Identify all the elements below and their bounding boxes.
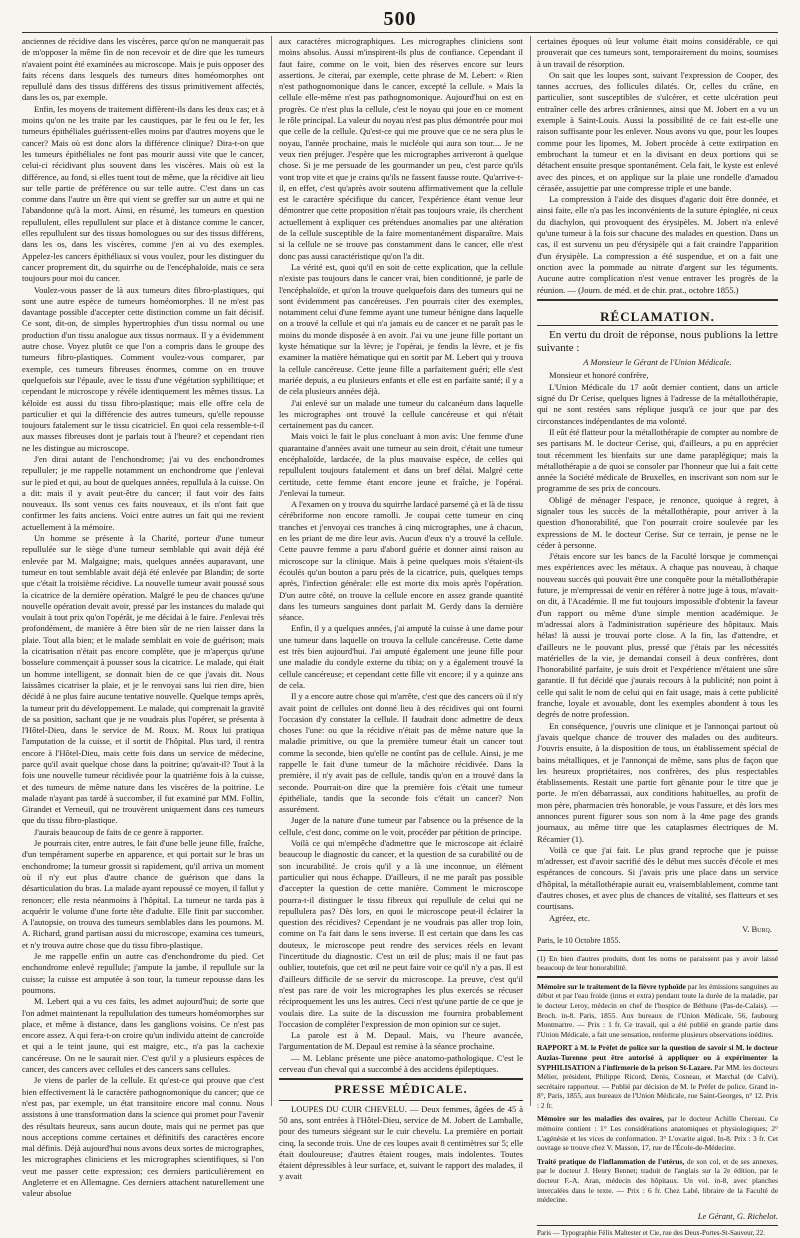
ads-rule (537, 976, 778, 978)
paragraph: Je me rappelle enfin un autre cas d'enchondrome du pied. Cet enchondrome enlevé repullule; j'ampute la jambe, il repullule sur la cuisse; la cuisse est amputée à son tour, la tumeur repousse dans les poumons. (22, 951, 264, 995)
ad-text: de son col, et de ses annexes, par le docteur J. Henry Bennet; traduit de l'anglais sur la 2e édition, par le docteur F.-A. Aran, médecin des hôpitaux. Un vol. in-8, avec planches intercalées dans le texte. — Prix : 6 fr. Chez Labé, libraire de la Faculté de médecine. (537, 1156, 778, 1205)
advertisement (537, 1157, 778, 1205)
page-number: 500 (383, 8, 417, 30)
paragraph: — M. Leblanc présente une pièce anatomo-pathologique. C'est le cerveau d'un cheval qui a succombé à des accidens épileptiques. (279, 1052, 523, 1075)
ad-title: RAPPORT à M. le Préfet de police sur la question de savoir si M. le docteur Auzias-Turenne peut être autorisé à appliquer ou à expérimenter la SYPHILISATION à l'infirmerie de la prison St-Lazare. (537, 1043, 778, 1072)
top-rule (22, 32, 778, 33)
printer-line: Paris — Typographie Félix Maltester et Cie, rue des Deux-Portes-St-Sauveur, 22. (537, 1229, 765, 1238)
paragraph: La vérité est, quoi qu'il en soit de cette explication, que la cellule n'existe pas toujours dans le cancer vrai, bien conditionné, je parle de l'encéphaloïde, et qu'on la trouve quelquefois dans des tumeurs qui ne sont évidemment pas cancéreuses. J'en pourrais citer des exemples, notamment celui d'une femme ayant une tumeur bénigne dans laquelle on a trouvé la cellule et qui n'a jamais eu de cancer et ne paraît pas le moins du monde disposée à en avoir. J'ai vu une jeune fille portant un kyste hématique sur la lèvre; je l'opérai, je fendis la lèvre, et je fis examiner la matière hématique qui en sortit par M. Lebert qui y trouva la cellule cancéreuse. Cette jeune fille a parfaitement guéri; elle s'est mariée depuis, a eu plusieurs enfants et elle est en parfaite santé; il y a de cela plusieurs années déjà. (279, 261, 523, 397)
column-2 (279, 36, 523, 1182)
column-1 (22, 36, 264, 1199)
paragraph: La compression à l'aide des disques d'agaric doit être donnée, et ainsi faite, elle n'a pas les inconvénients de la suture épinglée, ni ceux du diachylon, qui provoquent des érysipèles. M. Jobert n'a enlevé qu'une tumeur à la fois sur chacune des malades en question. Dans un cas, il est survenu un peu d'érysipèle qui a fait craindre l'apparition d'un érysipèle. La compression a été suspendue, et on a fait une onction avec la pommade au nitrate d'argent sur les téguments. Aucune autre complication n'est venue entraver les progrès de la réunion. — (Journ. de méd. et de chir. prat., octobre 1855.) (537, 194, 778, 295)
paragraph: Voilà ce que j'ai fait. Le plus grand reproche que je puisse m'adresser, est d'avoir sacrifié dès le début mes succès d'école et mes espérances de concours. Si j'avais pris une place dans un service d'hôpital, la métallothérapie aurait eu, vraisemblablement, comme tant d'autres choses, et avec plus de chances de vitalité, ses flatteurs et ses courtisans. (537, 844, 778, 912)
ad-text: par le docteur Achille Chereau. Ce mémoire contient : 1° Les considérations anatomiques et physiologiques; 2° L'agénésie et les vices de conformation. 3° L'ovarite aiguë. In-8. Prix : 3 fr. Cet ouvrage se trouve chez V. Masson, 17, rue de l'École-de-Médecine. (537, 1114, 778, 1153)
paragraph: Je viens de parler de la cellule. Et qu'est-ce qui prouve que c'est bien effectivement là le caractère pathognomonique du cancer; que ce n'est pas, par exemple, un état transitoire encore mal connu. Nous assistons à une transformation dans la science qui promet pour l'avenir des résultats heureux, sans aucun doute, mais qui ne permet pas que nous acceptions comme certaines et définitifs des caractères encore mal définis. Déjà aujourd'hui nous avons deux sortes de micrographes, les micrographes cliniciens et les micrographes scientifiques, si l'on veut me passer cette expression; ces derniers particulièrement en Angleterre et en Allemagne. Ces derniers attachent naturellement une valeur absolue (22, 1075, 264, 1199)
reclamation-heading: RÉCLAMATION. (600, 308, 715, 324)
paragraph: Juger de la nature d'une tumeur par l'absence ou la présence de la cellule, c'est donc, comme on le voit, procéder par pétition de principe. (279, 815, 523, 837)
paragraph: Mais voici le fait le plus concluant à mon avis: Une femme d'une quarantaine d'années avait une tumeur au sein droit, c'était une tumeur encéphaloïde, lardacée, de la plus mauvaise espèce, de celles qui repullulent toujours fatalement et dans un bref délai. Malgré cette certitude, cette femme étant encore jeune et fraîche, je l'opérai. J'enlevai la tumeur. (279, 431, 523, 498)
ad-text: par les émissions sanguines au début et par l'eau froide (intus et extra) pendant toute la durée de la maladie, par le docteur Leroy, médecin en chef de l'hospice de Béthune (Pas-de-Calais). — Broch. in-8. Paris, 1855. Aux bureaux de l'Union Médicale, 56, faubourg Montmartre. — Prix : 1 fr. Ce travail, qui a été publié en grande partie dans l'Union Médicale, a fait une sensation, renferme plusieurs observations inédites. (537, 981, 778, 1039)
footnote: (1) En bien d'autres produits, dont les noms ne paraissent pas y avoir laissé beaucoup de leur honorabilité. (537, 953, 778, 973)
paragraph: Il y a encore autre chose qui m'arrête, c'est que des cancers où il n'y avait point de cellules ont donné lieu à des récidives qui ont fourni l'occasion d'y constater la cellule. Il faudrait donc admettre de deux choses l'une: ou que la récidive n'était pas de même nature que la maladie primitive, ou que la première tumeur était un cancer tout comme la seconde, bien qu'elle ne contînt pas de cellule. Ainsi, je me rappelle le fait d'une tumeur de la mâchoire récidivée. Dans la première, il n'y avait pas de cellule, tandis qu'on en a trouvé dans la seconde. Pourrait-on dire que la première fois c'était une tumeur épithéliale, tandis que la seconde fois c'était un cancer? Non assurément. (279, 691, 523, 815)
paragraph: L'Union Médicale du 17 août dernier contient, dans un article signé du Dr Cerise, quelques lignes à l'adresse de la métallothérapie, qui ne sont restées sans réplique jusqu'à ce jour que par des circonstances indépendantes de ma volonté. (537, 381, 778, 426)
paragraph: Voulez-vous passer de là aux tumeurs dites fibro-plastiques, qui sont une autre espèce de tumeurs homéomorphes. Il ne m'est pas davantage possible d'accepter cette distinction comme un fait décisif. Ce sont, dit-on, de simples hypertrophies d'un tissu normal ou une production d'un tissu analogue aux tissus normaux. Il y a évidemment autre chose. Voyez plutôt ce que l'on a compris dans le groupe des tumeurs fibro-plastiques. Comment voulez-vous comparer, par exemple, ces tumeurs fibreuses énormes, comme on en trouve quelquefois sur l'épaule, avec le tissu d'une végétation syphilitique; et cependant le microscope y révèle identiquement les mêmes tissus. La kéloïde est aussi du tissu fibro-plastique; mais elle offre cela de particulier et qui la différencie des autres tumeurs, qu'elle repousse toujours fatalement sur le tissu cicatriciel. En quoi cela ressemble-t-il aux masses fibreuses dont je parlais tout à l'heure? et cependant rien ne les distingue au microscope. (22, 284, 264, 453)
paragraph: Voilà ce qui m'empêche d'admettre que le microscope ait éclairé beaucoup le diagnostic du cancer, et la question de sa curabilité ou de son incurabilité. Je crois qu'il y a là une inconnue, un élément particulier qui nous échappe. D'ailleurs, il ne me paraît pas possible d'accepter la question de cette manière. Comment le microscope pourra-t-il distinguer le tissu fibreux qui repullule de celui qui ne repullulera pas? Dès lors, en quoi le microscope peut-il éclairer la question des récidives? Cependant je ne voudrais pas aller trop loin, comme on l'a fait dans le sens inverse. Il est certain que dans les cas douteux, le microscope peut rendre des services réels en levant l'incertitude du diagnostic. C'est un œil de plus; mais il ne faut pas oublier, toutefois, que cet œil ne peut faire voir ce qu'il n'y a pas. Il est d'ailleurs difficile de se servir du microscope. La preuve, c'est qu'il n'est pas rare de voir les micrographes les plus exercés se récuser réciproquement les uns les autres. Ceci n'est qu'une partie de ce que je voulais dire. La suite de la discussion me fournira probablement l'occasion de compléter l'expression de mon opinion sur ce sujet. (279, 838, 523, 1029)
ad-title: Mémoire sur le traitement de la fièvre typhoïde (537, 981, 686, 991)
letter-date: Paris, le 10 Octobre 1855. (537, 936, 621, 946)
section-rule (279, 1100, 523, 1101)
paragraph: Je pourrais citer, entre autres, le fait d'une belle jeune fille, fraîche, d'un tempérament superbe en apparence, et qui portait sur le bras un enchondrome; la tumeur grossit si rapidement, qu'il arriva un moment où il n'y eut plus d'autre chance de guérison que dans la désarticulation du bras. La malade ayant repoussé ce moyen, il fallut y renoncer; elle resta néanmoins à l'hôpital. La tumeur ne tarda pas à acquérir le volume d'une forte tête d'adulte. Elle finit par succomber. A l'autopsie, on trouva des tumeurs semblables dans les poumons. M. A. Richard, grand partisan aussi du microscope, examina ces tumeurs, et n'y trouva autre chose que du tissu fibro-plastique. (22, 838, 264, 950)
advertisement (537, 1043, 778, 1110)
column-separator (530, 36, 531, 1106)
paragraph: J'en dirai autant de l'enchondrome; j'ai vu des enchondromes repulluler; je me rappelle notamment un enchondrome que j'enlevai sur le pied et qui, au bout de quelques années, repullula à la cuisse. On a dit: mais il y avait peut-être du cancer; il faut voir des faits nouveaux. Ils sont venus ces faits nouveaux, et ils n'ont fait que confirmer les faits anciens. Voici entre autres un fait qui me revient actuellement à la mémoire. (22, 453, 264, 532)
paragraph: La parole est à M. Depaul. Mais, vu l'heure avancée, l'argumentation de M. Depaul est remise à la séance prochaine. (279, 1030, 523, 1052)
paragraph: J'aurais beaucoup de faits de ce genre à rapporter. (34, 826, 204, 837)
paragraph: Il eût été flatteur pour la métallothérapie de compter au nombre de ses partisans M. le docteur Cerise, qui, d'ailleurs, a pu en apprécier tout récemment les bienfaits sur une dame paraplégique; mais la métallothérapie a de quoi se consoler par l'honneur que lui a fait cette année la Société médicale de Bruxelles, en inscrivant son nom sur le programme de ses prix de concours. (537, 426, 778, 494)
paragraph: A l'examen on y trouva du squirrhe lardacé parsemé çà et là de tissu cérébriforme non encore ramolli. Je coupai cette tumeur en cinq tranches et j'envoyai ces tranches à cinq micrographes, une à chacun, en les priant de me dire leur avis. Aucun d'eux n'y a trouvé la cellule. Cette pauvre femme a paru d'abord guérie et donner ainsi raison au microscope sur la clinique. Mais à peine quelques mois s'étaient-ils écoulés qu'un bouton a paru près de la cicatrice, puis, quelques temps après, l'infection générale: elle est morte dix mois après l'opération. D'un autre côté, on trouve la cellule encore en assez grande quantité dans les tumeurs sanguines dont parlait M. Gerdy dans la dernière séance. (279, 499, 523, 623)
press-section-heading: PRESSE MÉDICALE. (334, 1082, 468, 1097)
footer-rule (537, 1225, 778, 1226)
paragraph: Obligé de ménager l'espace, je renonce, quoique à regret, à signaler tous les succès de la métallothérapie, pour arriver à la question d'honorabilité, que l'on pourrait croire soulevée par les expressions de M. le docteur Cerise. Sur ce terrain, je pense ne le céder à personne. (537, 494, 778, 550)
paragraph: En conséquence, j'ouvris une clinique et je l'annonçai partout où j'avais quelque chance de trouver des malades ou des auditeurs. J'ouvris ensuite, à la disposition de tous, un établissement spécial de bains métalliques, et je l'annonçai de même, sans plus de façon que les heureux propriétaires, nos confrères, des plus respectables établissements. Restait une partie fort gênante pour le titre que je porte. Je m'en débarrassai, aux conditions habituelles, au profit de mon père, pharmacien très honorable, je vous l'assure, et dès lors mes annonces purent figurer sous son nom à la 4me page des grands journaux, au même titre que les cataplasmes électriques de M. Récamier (1). (537, 720, 778, 844)
paragraph: Un homme se présente à la Charité, porteur d'une tumeur repullulée sur le siège d'une tumeur semblable qui avait déjà été enlevée par M. Malgaigne; mais, quelques années auparavant, une tumeur en tout semblable avait déjà été enlevée par Blandin; de sorte que c'était la troisième récidive. La nouvelle tumeur avait poussé sous la cicatrice de la dernière opération. Malgré le peu de chances qu'une nouvelle opération devait avoir, pressé par les instances du malade qui voulait à tout prix qu'on l'opérât, je me décidai à le faire. J'enlevai très profondément, de manière à être bien sûr de ne rien laisser dans la plaie. Tout alla bien; et le malade semblait en voie de guérison; mais la cicatrisation n'était pas encore complète, que je m'aperçus qu'une bosselure commençait à pousser sous la cicatrice. Le malade, qui était un homme intelligent, se donnait bien de ce que j'avais dit. Nous laissâmes cicatriser la plaie, et je le renvoyai sans lui rien dire, bien décidé à ne plus faire aucune tentative nouvelle. Quelque temps après, la tumeur prit du développement. Le malade, qui comprenait la gravité de sa position, sachant que je ne voudrais plus l'opérer, se présenta à l'Hôtel-Dieu, dans le service de M. Roux. M. Roux lui pratiqua l'amputation de la cuisse, et il sortit de l'hôpital. Plus tard, il rentra encore à l'Hôtel-Dieu, mais cette fois dans un service de médecine, parce qu'il avait quelque chose dans la poitrine; qu'avait-il? Tout à la fois une nouvelle tumeur récidivée pour la quatrième fois à la cuisse, et des tumeurs de même nature dans les viscères de la poitrine. Le malade n'ayant pas tardé à succomber, il fut examiné par MM. Follin, Girandet et Verneuil, qui ne trouvèrent uniquement dans ces tumeurs que du tissu fibro-plastique. (22, 533, 264, 826)
paragraph: Enfin, les moyens de traitement diffèrent-ils dans les deux cas; et à moins qu'on ne les traite par les caustiques, par le feu ou le fer, les tumeurs épithéliales guérissent-elles moins par d'autres moyens que le cancer? Mais où est donc alors la différence clinique? Dira-t-on que les tumeurs épithéliales ne font pas mourir aussi vite que le cancer, celui-ci récidivant plus souvent dans les viscères. Mais où est la différence, au fond, si elles tuent tout de même, que la récidive ait lieu sur telle partie de préférence ou sur telle autre. C'est dans un cas comme dans l'autre un être qui vient se greffer sur un autre et qui ne l'abandonne qu'à la mort. Ainsi, en résumé, les tumeurs en question repullulent, elles repullulent sur place et à distance comme le cancer, elles repullulent sur des tissus homologues ou sur des tissus différens, dans les os, dans les viscères, comme j'en ai vu des exemples. Appelez-les cancers épithéliaux si vous voulez, pour les distinguer du cancer proprement dit, du squirrhe ou de l'encéphaloïde, mais ce sera toujours pour moi du cancer. (22, 103, 264, 284)
paragraph: Agréez, etc. (549, 912, 591, 923)
advertisement (537, 982, 778, 1040)
reclamation-lead: En vertu du droit de réponse, nous publions la lettre suivante : (537, 329, 778, 355)
paragraph: aux caractères micrographiques. Les micrographes cliniciens sont moins absolus. Aussi m'inspirent-ils plus de confiance. Cependant il faut faire, comme on le voit, bien des réserves encore sur leurs assertions. Je citerai, par exemple, cette phrase de M. Lebert: « Rien n'est pathognomonique dans le cancer, excepté la cellule. » Mais la cellule elle-même n'est pas pathognomonique. Aujourd'hui on est en progrès. Ce n'est plus la cellule, c'est le noyau qui joue en ce moment le rôle principal. La valeur du noyau n'est pas plus démontrée pour moi que celle de la cellule. Qu'est-ce qui me prouve que ce ne sera plus le noyau, l'année prochaine, mais le nucléole qui aura son tour.... Je ne veux rien préjuger. J'espère que les micrographes arriveront à quelque chose. Si je me persuade de les gourmander un peu, c'est parce qu'ils vont trop vite et que je crains qu'ils ne fassent fausse route. Qu'arrive-t-il, en effet, c'est qu'après avoir soutenu affirmativement que la cellule est le caractère spécifique du cancer, l'expérience étant venue leur démontrer que cette proposition n'était pas toujours vraie, ils cherchent actuellement à expliquer ces prétendues anomalies par une altération de la cellule susceptible de la faire momentanément disparaître. Mais si la cellule ne se trouve pas constamment dans le cancer, elle n'est donc pas aussi caractéristique qu'on l'a dit. (279, 36, 523, 261)
reclamation-address: A Monsieur le Gérant de l'Union Médicale. (583, 357, 732, 368)
section-rule (537, 299, 778, 301)
ad-title: Mémoire sur les maladies des ovaires, (537, 1114, 664, 1124)
paragraph: anciennes de récidive dans les viscères, parce qu'on ne manquerait pas de m'opposer la même fin de non recevoir et de dire que les tumeurs n'avaient point été examinées au microscope. Mais je puis opposer des faits récens dans lesquels des tumeurs dites homéomorphes ont repullulé dans des tissus différens des tissus primitivement affectés, dans les os, par exemple. (22, 36, 264, 103)
signature: V. Burq. (742, 923, 772, 934)
advertisement (537, 1114, 778, 1152)
section-rule (537, 325, 778, 326)
press-article: LOUPES DU CUIR CHEVELU. — Deux femmes, âgées de 45 à 50 ans, sont entrées à l'Hôtel-Dieu, service de M. Jobert de Lamballe, pour des tumeurs siégeant sur le cuir chevelu. La première en portait cinq, la seconde trois. Une de ces loupes avait 8 centimètres sur 5; elle était douloureuse; d'autres étaient rouges, mais indolentes. Toutes étaient dépressibles à leur surface, et, suivant le rapport des malades, il y avait (279, 1103, 523, 1182)
paragraph: M. Lebert qui a vu ces faits, les admet aujourd'hui; de sorte que l'on admet maintenant la repullulation des tumeurs homéomorphes sur place, et même à distance, dans les ganglions voisins. Ce n'est pas encore assez. A qui fera-t-on croire qu'un individu atteint de cancroïde et qui a le teint jaune, qui est maigre, etc., n'a pas la cachexie cancéreuse. On ne le saurait nier. C'est qu'il y a plusieurs espèces de cancer, des cancers avec cellules et des cancers sans cellules. (22, 996, 264, 1075)
paragraph: Enfin, il y a quelques années, j'ai amputé la cuisse à une dame pour une tumeur dans laquelle on trouva la cellule cancéreuse. Cette dame est très bien aujourd'hui. J'ai amputé également une jeune fille pour une maladie du condyle externe du tibia; on y a également trouvé la cellule cancéreuse; et cependant cette fille vit encore; il y a quinze ans de cela. (279, 623, 523, 690)
paragraph: J'étais encore sur les bancs de la Faculté lorsque je commençai mes expériences avec les métaux. A chaque pas nouveau, à chaque nouveau succès qui pouvait être une conquête pour la métallothérapie future, je m'empressai de venir en référer à notre juge à tous, m'avait-on dit, à l'Académie. Il me fut toujours impossible d'obtenir la faveur d'un rapport ou même d'une simple mention académique. Je m'adressai alors à l'administration supérieure des hôpitaux. Mais hélas! là aussi je trouvai porte close. A la fin, las d'attendre, et d'ailleurs ne le pouvant plus, pressé que j'étais par les nécessités matérielles de la vie, je demandai conseil à deux confrères, dont l'honorabilité parfaite, je suis droit et l'expérience m'étaient une sûre garantie. Il fut décidé que j'aurais recours à la publicité; non point à celle qui salit le nom de celui qui en fait usage, mais à cette publicité franche, loyale et avouable, dont les exemples abondent à tous les degrés de notre profession. (537, 551, 778, 720)
gerant-signature: Le Gérant, G. Richelot. (697, 1210, 778, 1221)
column-separator (271, 36, 272, 1106)
paragraph: On sait que les loupes sont, suivant l'expression de Cooper, des tannes accrues, des follicules dilatés. Or, celles du crâne, en particulier, sont susceptibles de s'ulcérer, et cette ulcération peut entraîner celle des arbres crâniennes, ainsi que M. Jobert en a vu un exemple à Saint-Louis. Aussi la possibilité de ce fait est-elle une raison suffisante pour les enlever. Nous avons vu que, pour les loupes comme pour les lipomes, M. Jobert procède à cette extirpation en embrochant la tumeur et en la divisant en deux portions qui se détachent ensuite presque spontanément. Cela fait, le kyste est enlevé avec des pinces, et on applique sur la plaie une rondelle d'amadou cérasée, assujettie par une compresse triple et une bande. (537, 69, 778, 193)
paragraph: Monsieur et honoré confrère, (549, 370, 649, 381)
paragraph: certaines époques où leur volume était moins considérable, ce qui prouverait que ces tumeurs sont, temporairement du moins, soumises à un travail de résorption. (537, 36, 778, 69)
section-rule (279, 1078, 523, 1080)
ad-title: Traité pratique de l'inflammation de l'utérus, (537, 1156, 685, 1166)
ad-text: Par MM. les docteurs Mélier, président, Philippe Ricord, Denis, Cosneau, et Marchal (de Calvi), secrétaire rapporteur. — Publié par décision de M. le Préfet de police. Grand in-8°, Paris, 1855, aux bureaux de l'Union Médicale, rue Saint-Georges, n° 12. Prix : 2 fr. (537, 1062, 778, 1110)
paragraph: J'ai enlevé sur un malade une tumeur du calcanéum dans laquelle les micrographes ont trouvé la cellule cancéreuse et qui n'était certainement pas du cancer. (279, 397, 523, 431)
footnote-rule (537, 950, 778, 951)
column-3 (537, 36, 778, 1238)
